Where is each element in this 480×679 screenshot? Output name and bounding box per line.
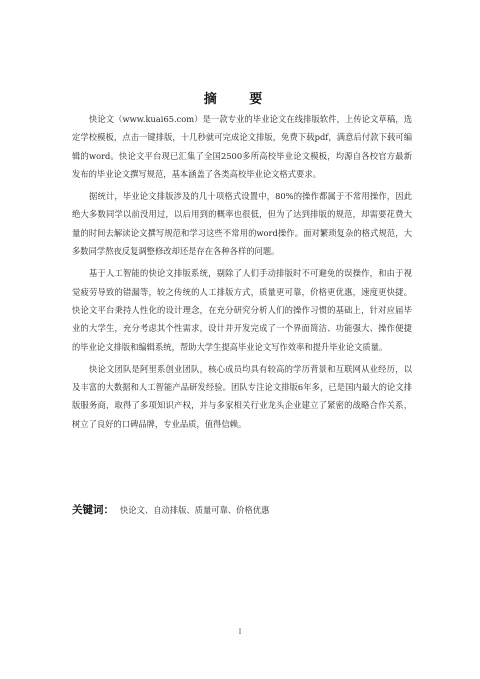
keywords-label: 关键词：: [72, 504, 114, 516]
abstract-paragraph-2: 据统计，毕业论文排版涉及的几十项格式设置中，80%的操作都属于不常用操作，因此绝大多数同学以前没用过，以后用到的概率也很低，但为了达到排版的规范，却需要花费大量的时间去解读论文撰写规范和学习这些不常用的word操作。面对繁琐复杂的格式规范，大多数同学熬夜反复调整修改却还是存在各种各样的问题。: [72, 191, 412, 257]
abstract-paragraph-3: 基于人工智能的快论文排版系统，剔除了人们手动排版时不可避免的误操作，和由于视觉疲劳导致的错漏等，较之传统的人工排版方式，质量更可靠，价格更优惠，速度更快捷。快论文平台秉持人性化的设计理念，在充分研究分析人们的操作习惯的基础上，针对应届毕业的大学生，充分考虑其个性需求，设计并开发完成了一个界面简洁、功能强大、操作便捷的毕业论文排版和编辑系统，帮助大学生提高毕业论文写作效率和提升毕业论文质量。: [72, 268, 412, 352]
keywords-line: [72, 503, 412, 517]
abstract-title: 摘 要: [203, 92, 277, 107]
page-number: I: [238, 628, 242, 636]
abstract-paragraph-4: 快论文团队是阿里系创业团队，核心成员均具有较高的学历背景和互联网从业经历，以及丰富的大数据和人工智能产品研发经验。团队专注论文排版6年多，已是国内最大的论文排版服务商，取得了多项知识产权，并与多家相关行业龙头企业建立了紧密的战略合作关系，树立了良好的口碑品牌，专业品质，值得信赖。: [72, 363, 412, 429]
abstract-paragraph-1: 快论文（www.kuai65.com）是一款专业的毕业论文在线排版软件，上传论文草稿，选定学校模板，点击一键排版，十几秒就可完成论文排版，免费下载pdf，满意后付款下载可编辑的word。快论文平台现已汇集了全国2500多所高校毕业论文模板，均源自各校官方最新发布的毕业论文撰写规范，基本涵盖了各类高校毕业论文格式要求。: [72, 114, 412, 179]
keywords-value: 快论文、自动排版、质量可靠、价格优惠: [120, 505, 270, 515]
abstract-body: [72, 110, 412, 437]
